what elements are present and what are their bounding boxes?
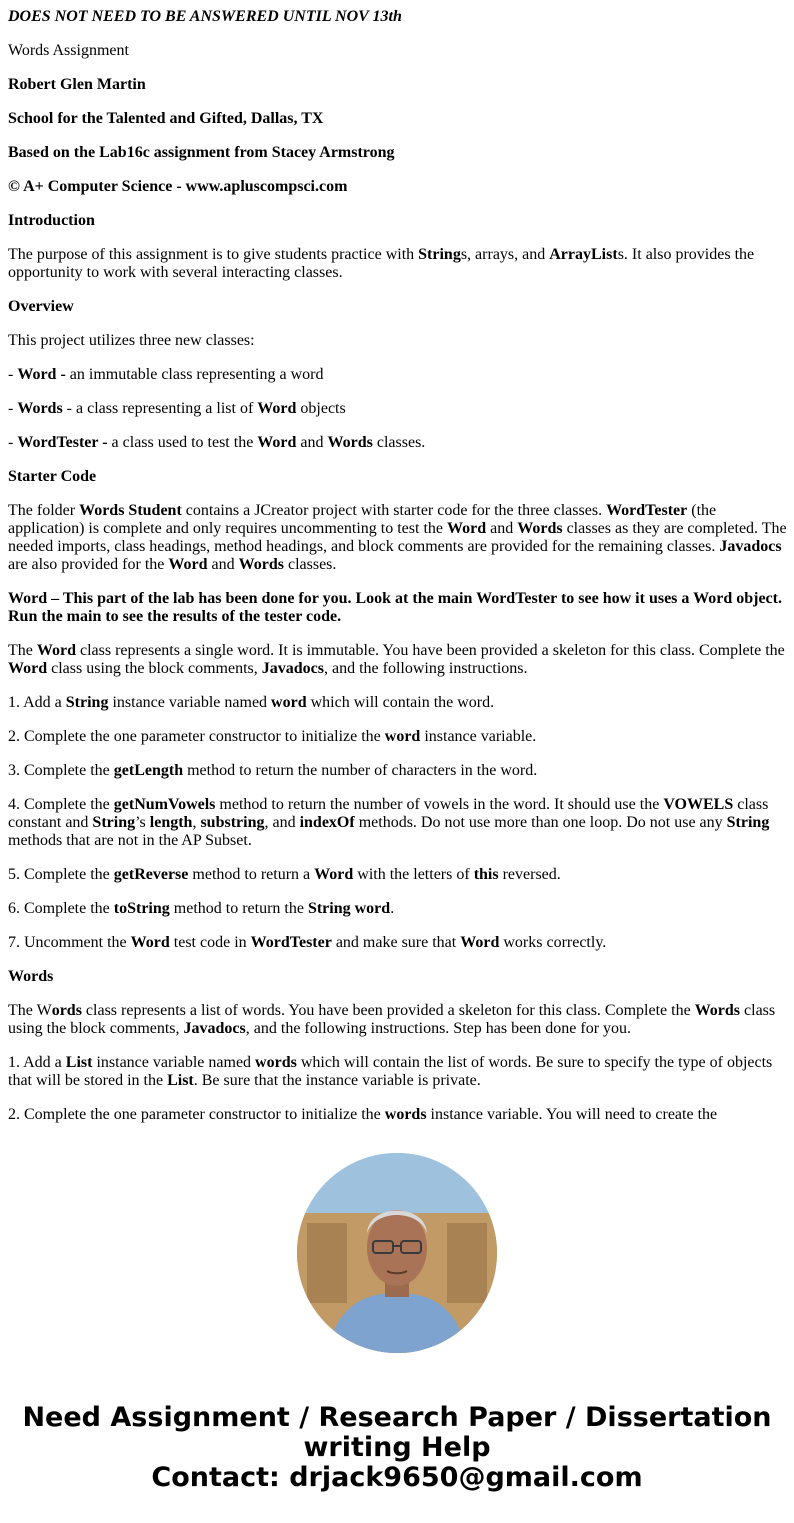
word-step-5: 5. Complete the getReverse method to return a Word with the letters of this reversed.	[8, 866, 561, 883]
word-step-4: 4. Complete the getNumVowels method to return the number of vowels in the word. It should use the VOWELS class constant and String’s length, substring, and indexOf methods. Do not use more than one loop. Do not use any String methods that are not in the AP Subset.	[8, 796, 770, 849]
word-step-2: 2. Complete the one parameter constructor to initialize the word instance variable.	[8, 728, 537, 745]
words-section-paragraph: The Words class represents a list of words. You have been provided a skeleton for this class. Complete the Words class using the block comments, Javadocs, and the following instructions. Step has been done for you.	[8, 1002, 776, 1037]
overview-item-words: - Words - a class representing a list of Word objects	[8, 400, 346, 417]
due-notice: DOES NOT NEED TO BE ANSWERED UNTIL NOV 13th	[8, 8, 402, 25]
assignment-title: Words Assignment	[8, 42, 129, 59]
word-step-6: 6. Complete the toString method to return the String word.	[8, 900, 395, 917]
starter-heading: Starter Code	[8, 468, 97, 485]
overview-lead: This project utilizes three new classes:	[8, 332, 255, 349]
help-banner-contact: Contact: drjack9650@gmail.com	[151, 1462, 643, 1493]
word-step-1: 1. Add a String instance variable named word which will contain the word.	[8, 694, 495, 711]
word-step-3: 3. Complete the getLength method to return the number of characters in the word.	[8, 762, 538, 779]
word-section-paragraph: The Word class represents a single word. It is immutable. You have been provided a skeleton for this class. Complete the Word class using the block comments, Javadocs, and the following instructions.	[8, 642, 785, 677]
starter-paragraph: The folder Words Student contains a JCreator project with starter code for the three classes. WordTester (the application) is complete and only requires uncommenting to test the Word and Words classes as they are completed. The needed imports, class headings, method headings, and block comments are provided for the remaining classes. Javadocs are also provided for the Word and Words classes.	[8, 502, 787, 573]
overview-heading: Overview	[8, 298, 74, 315]
intro-paragraph: The purpose of this assignment is to give students practice with Strings, arrays, and ArrayLists. It also provides the opportunity to work with several interacting classes.	[8, 246, 755, 281]
intro-heading: Introduction	[8, 212, 95, 229]
school: School for the Talented and Gifted, Dallas, TX	[8, 110, 324, 127]
words-step-1: 1. Add a List instance variable named words which will contain the list of words. Be sure to specify the type of objects that will be stored in the List. Be sure that the instance variable is private.	[8, 1054, 773, 1089]
word-step-7: 7. Uncomment the Word test code in WordTester and make sure that Word works correctly.	[8, 934, 607, 951]
overview-item-wordtester: - WordTester - a class used to test the Word and Words classes.	[8, 434, 426, 451]
author: Robert Glen Martin	[8, 76, 146, 93]
help-banner-line: Need Assignment / Research Paper / Dissertation writing Help	[22, 1402, 772, 1463]
word-section-heading: Word – This part of the lab has been done for you. Look at the main WordTester to see how it uses a Word object. Run the main to see the results of the tester code.	[8, 590, 782, 625]
document-body	[8, 0, 788, 1140]
tutor-avatar-photo	[297, 1153, 497, 1353]
person-portrait-icon	[297, 1153, 497, 1353]
overview-item-word: - Word - an immutable class representing a word	[8, 366, 324, 383]
words-section-heading: Words	[8, 968, 54, 985]
help-banner	[0, 1403, 794, 1493]
words-step-2: 2. Complete the one parameter constructor to initialize the words instance variable. You will need to create the	[8, 1106, 718, 1123]
based-on: Based on the Lab16c assignment from Stacey Armstrong	[8, 144, 395, 161]
copyright: © A+ Computer Science - www.apluscompsci.com	[8, 178, 348, 195]
